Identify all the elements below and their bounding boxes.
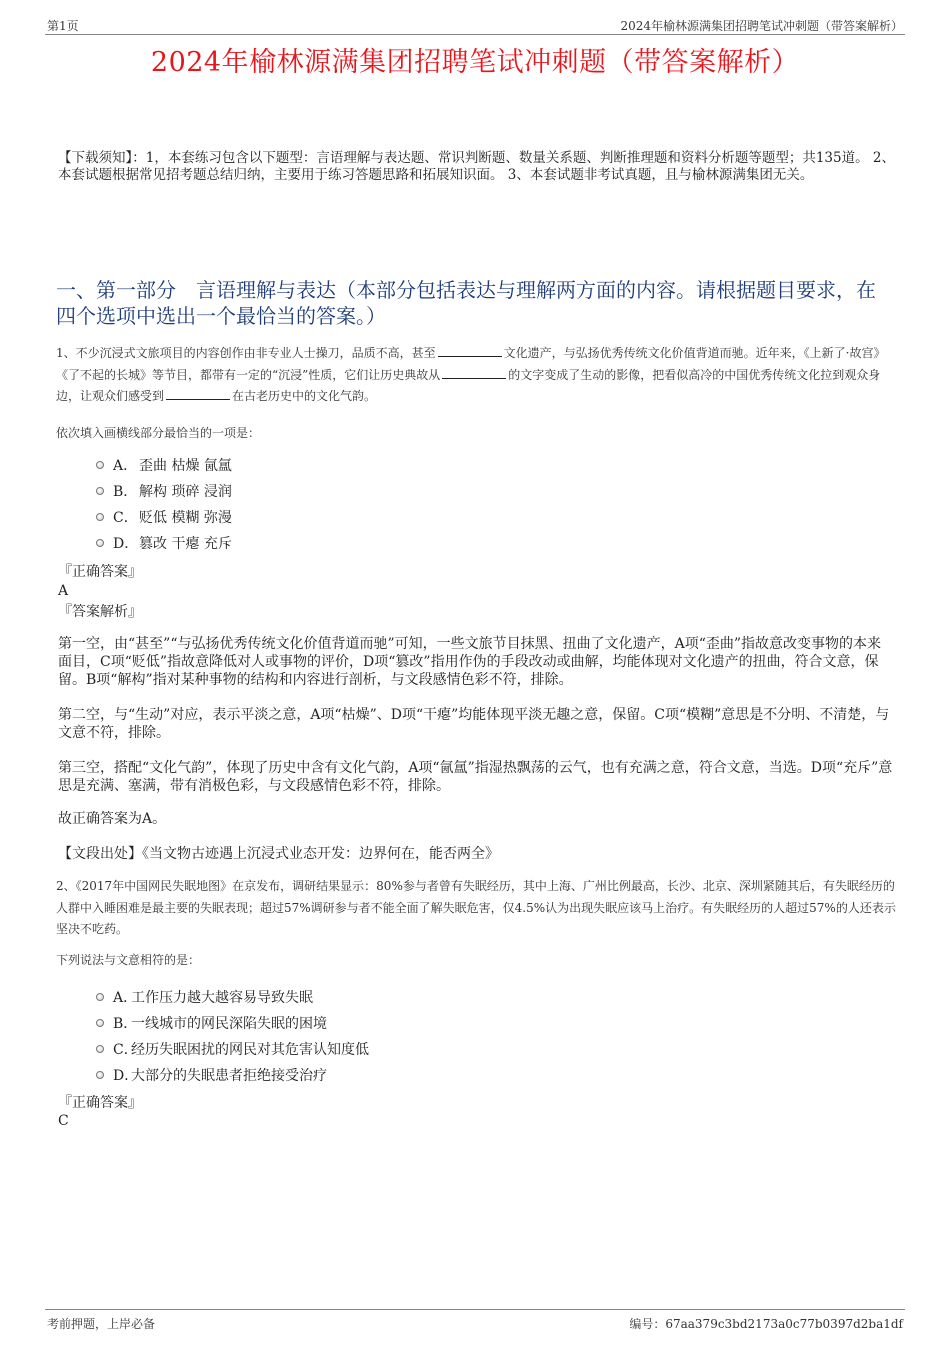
fill-blank <box>166 387 230 400</box>
fill-blank <box>442 366 506 379</box>
radio-icon[interactable] <box>96 513 104 521</box>
question-2-prompt: 下列说法与文意相符的是： <box>56 953 201 967</box>
correct-answer: C <box>58 1113 69 1129</box>
option-b[interactable]: B． 解构 琐碎 浸润 <box>96 478 232 504</box>
option-c[interactable]: C． 经历失眠困扰的网民对其危害认知度低 <box>96 1036 369 1062</box>
analysis-paragraph: 第一空，由“甚至”“与弘扬优秀传统文化价值背道而驰”可知，一些文旅节目抹黑、扭曲了文化遗产，A项“歪曲”指故意改变事物的本来面目，C项“贬低”指故意降低对人或事物的评价，D项“篡改”指用作伪的手段改动或曲解，均能体现对文化遗产的扭曲，符合文意，保留。B项“解构”指对某种事物的结构和内容进行剖析，与文段感情色彩不符，排除。 <box>58 636 882 688</box>
page-footer <box>45 1309 905 1332</box>
section-heading: 一、第一部分 言语理解与表达（本部分包括表达与理解两方面的内容。请根据题目要求，在四个选项中选出一个最恰当的答案。） <box>56 278 876 328</box>
option-d[interactable]: D． 篡改 干瘪 充斥 <box>96 530 232 556</box>
question-1-options <box>96 452 232 556</box>
radio-icon[interactable] <box>96 1045 104 1053</box>
document-code: 编号：67aa379c3bd2173a0c77b0397d2ba1df <box>629 1317 903 1331</box>
option-b[interactable]: B． 一线城市的网民深陷失眠的困境 <box>96 1010 369 1036</box>
radio-icon[interactable] <box>96 993 104 1001</box>
analysis-paragraph: 第二空，与“生动”对应，表示平淡之意，A项“枯燥”、D项“干瘪”均能体现平淡无趣之意，保留。C项“模糊”意思是不分明、不清楚，与文意不符，排除。 <box>58 707 890 741</box>
page-number: 第1页 <box>47 19 79 33</box>
option-c[interactable]: C． 贬低 模糊 弥漫 <box>96 504 232 530</box>
footer-slogan: 考前押题，上岸必备 <box>47 1317 156 1331</box>
radio-icon[interactable] <box>96 461 104 469</box>
page-header <box>45 14 905 35</box>
option-a[interactable]: A． 歪曲 枯燥 氤氲 <box>96 452 232 478</box>
analysis-label: 『答案解析』 <box>58 604 142 620</box>
document-title: 2024年榆林源满集团招聘笔试冲刺题（带答案解析） <box>150 47 800 78</box>
correct-answer: A <box>58 583 69 599</box>
question-1-prompt: 依次填入画横线部分最恰当的一项是： <box>56 426 261 440</box>
option-a[interactable]: A． 工作压力越大越容易导致失眠 <box>96 984 369 1010</box>
analysis-paragraph: 第三空，搭配“文化气韵”，体现了历史中含有文化气韵，A项“氤氲”指湿热飘荡的云气，也有充满之意，符合文意，当选。D项“充斥”意思是充满、塞满，带有消极色彩，与文段感情色彩不符，排除。 <box>58 760 893 794</box>
question-2-options <box>96 984 369 1088</box>
download-notice: 【下载须知】：1，本套练习包含以下题型：言语理解与表达题、常识判断题、数量关系题、判断推理题和资料分析题等题型；共135道。 2、本套试题根据常见招考题总结归纳，主要用于练习答题思路和拓展知识面。 3、本套试题非考试真题，且与榆林源满集团无关。 <box>58 150 895 183</box>
correct-answer-label: 『正确答案』 <box>58 1095 142 1111</box>
question-2-text: 2、《2017年中国网民失眠地图》在京发布，调研结果显示：80%参与者曾有失眠经历，其中上海、广州比例最高，长沙、北京、深圳紧随其后，有失眠经历的人群中入睡困难是最主要的失眠表现；超过57%调研参与者不能全面了解失眠危害，仅4.5%认为出现失眠应该马上治疗。有失眠经历的人超过57%的人还表示坚决不吃药。 <box>56 879 896 936</box>
option-d[interactable]: D． 大部分的失眠患者拒绝接受治疗 <box>96 1062 369 1088</box>
question-1-text: 1、不少沉浸式文旅项目的内容创作由非专业人士操刀，品质不高，甚至 文化遗产，与弘扬优秀传统文化价值背道而驰。近年来，《上新了·故宫》《了不起的长城》等节目，都带有一定的“沉浸”性质，它们让历史典故从 的文字变成了生动的影像，把看似高冷的中国优秀传统文化拉到观众身边，让观众们感受到 在古老历史中的文化气韵。 <box>56 346 886 403</box>
radio-icon[interactable] <box>96 539 104 547</box>
radio-icon[interactable] <box>96 1071 104 1079</box>
analysis-conclusion: 故正确答案为A。 <box>58 811 167 827</box>
radio-icon[interactable] <box>96 487 104 495</box>
fill-blank <box>438 344 502 357</box>
radio-icon[interactable] <box>96 1019 104 1027</box>
header-doc-title: 2024年榆林源满集团招聘笔试冲刺题（带答案解析） <box>620 19 903 33</box>
text-source: 【文段出处】《当文物古迹遇上沉浸式业态开发：边界何在，能否两全》 <box>58 846 499 862</box>
correct-answer-label: 『正确答案』 <box>58 564 142 580</box>
